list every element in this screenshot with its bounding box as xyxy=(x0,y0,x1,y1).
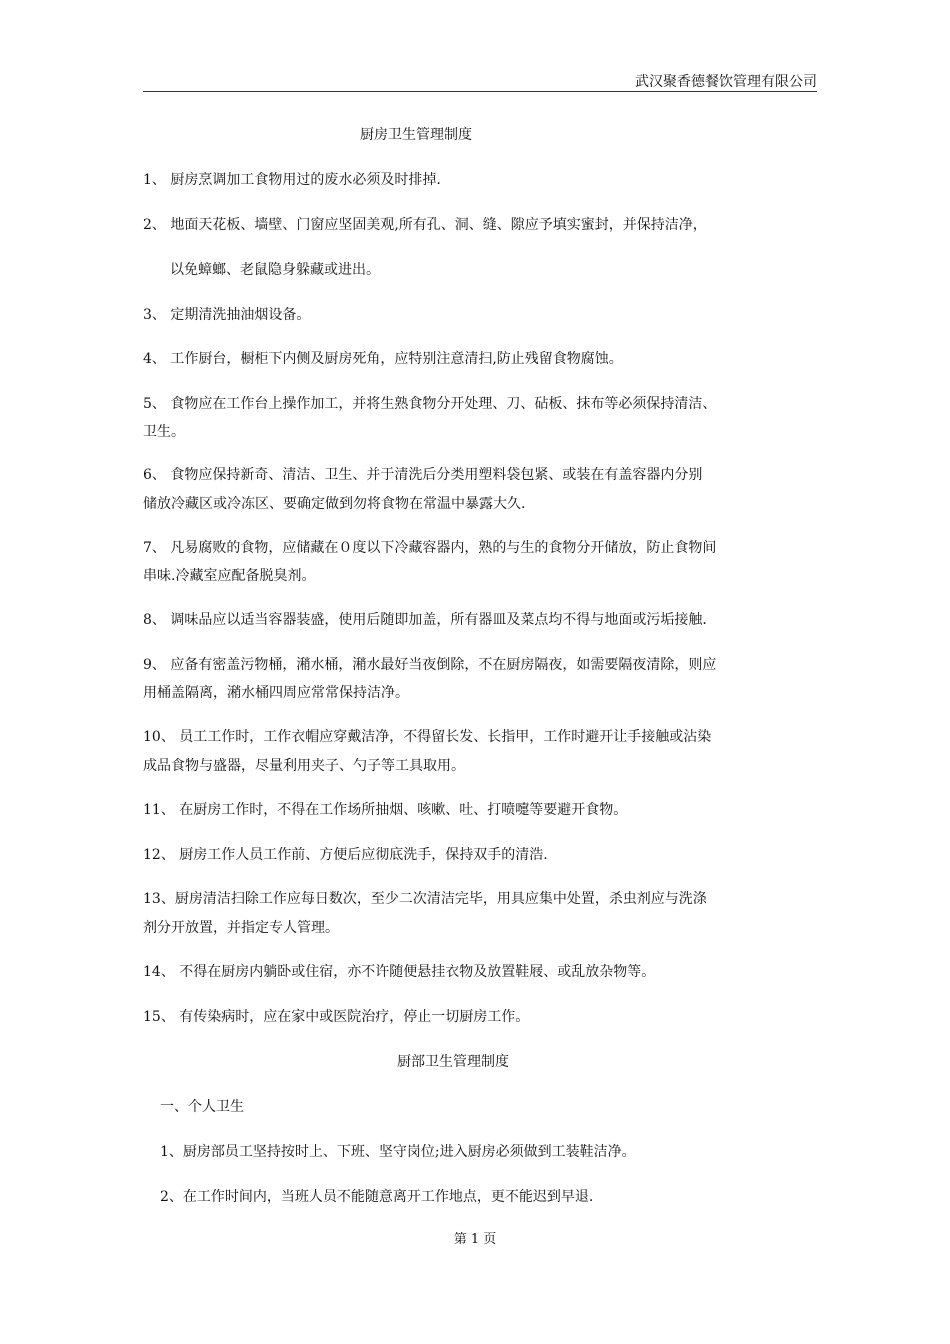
rule-item-1: 1、 厨房烹调加工食物用过的废水必须及时排掉. xyxy=(143,172,441,188)
rule-item-13-cont: 剂分开放置，并指定专人管理。 xyxy=(143,920,339,936)
rule-item-5: 5、 食物应在工作台上操作加工，并将生熟食物分开处理、刀、砧板、抹布等必须保持清洁、 xyxy=(143,396,717,412)
rule-item-8: 8、 调味品应以适当容器装盛，使用后随即加盖，所有器皿及菜点均不得与地面或污垢接触. xyxy=(143,612,707,628)
rule-item-3: 3、 定期清洗抽油烟设备。 xyxy=(143,307,311,323)
rule-item-12: 12、 厨房工作人员工作前、方便后应彻底洗手，保持双手的清浩. xyxy=(143,847,548,863)
section2-title: 厨部卫生管理制度 xyxy=(397,1054,509,1070)
rule-item-5-cont: 卫生。 xyxy=(143,424,185,440)
staff-rule-1: 1、厨房部员工坚持按时上、下班、坚守岗位;进入厨房必须做到工装鞋洁净。 xyxy=(160,1144,636,1160)
rule-item-11: 11、 在厨房工作时，不得在工作场所抽烟、咳嗽、吐、打喷嚏等要避开食物。 xyxy=(143,802,628,818)
rule-item-14: 14、 不得在厨房内躺卧或住宿，亦不许随便悬挂衣物及放置鞋屐、或乱放杂物等。 xyxy=(143,964,656,980)
rule-item-2-cont: 以免蟑螂、老鼠隐身躲藏或进出。 xyxy=(170,262,380,278)
section1-title: 厨房卫生管理制度 xyxy=(360,127,472,143)
rule-item-6: 6、 食物应保持新奇、清洁、卫生、并于清洗后分类用塑料袋包紧、或装在有盖容器内分别 xyxy=(143,467,703,483)
company-name: 武汉聚香德餐饮管理有限公司 xyxy=(635,74,817,90)
rule-item-10: 10、 员工工作时，工作衣帽应穿戴洁净，不得留长发、长指甲，工作时避开让手接触或沾染 xyxy=(143,729,712,745)
rule-item-15: 15、 有传染病时，应在家中或医院治疗，停止一切厨房工作。 xyxy=(143,1009,530,1025)
section2-subheading: 一、个人卫生 xyxy=(160,1099,244,1115)
rule-item-7-cont: 串味.冷藏室应配备脱臭剂。 xyxy=(143,568,316,584)
rule-item-7: 7、 凡易腐败的食物，应储藏在０度以下冷藏容器内，熟的与生的食物分开储放，防止食物间 xyxy=(143,540,717,556)
rule-item-6-cont: 储放冷藏区或冷冻区、要确定做到勿将食物在常温中暴露大久. xyxy=(143,496,526,512)
rule-item-2: 2、 地面天花板、墙壁、门窗应坚固美观,所有孔、洞、缝、隙应予填实蜜封，并保持洁净， xyxy=(143,217,707,233)
rule-item-10-cont: 成品食物与盛器，尽量利用夹子、勺子等工具取用。 xyxy=(143,758,465,774)
page-header xyxy=(143,73,817,92)
page-number: 第 1 页 xyxy=(453,1232,497,1247)
rule-item-4: 4、 工作厨台，橱柜下内侧及厨房死角，应特别注意清扫,防止残留食物腐蚀。 xyxy=(143,351,623,367)
staff-rule-2: 2、在工作时间内，当班人员不能随意离开工作地点，更不能迟到早退. xyxy=(160,1189,594,1205)
rule-item-9-cont: 用桶盖隔离，潲水桶四周应常常保持洁净。 xyxy=(143,685,409,701)
rule-item-13: 13、厨房清洁扫除工作应每日数次，至少二次清洁完毕，用具应集中处置，杀虫剂应与洗涤 xyxy=(143,891,707,907)
rule-item-9: 9、 应备有密盖污物桶，潲水桶，潲水最好当夜倒除，不在厨房隔夜，如需要隔夜清除，则应 xyxy=(143,657,717,673)
